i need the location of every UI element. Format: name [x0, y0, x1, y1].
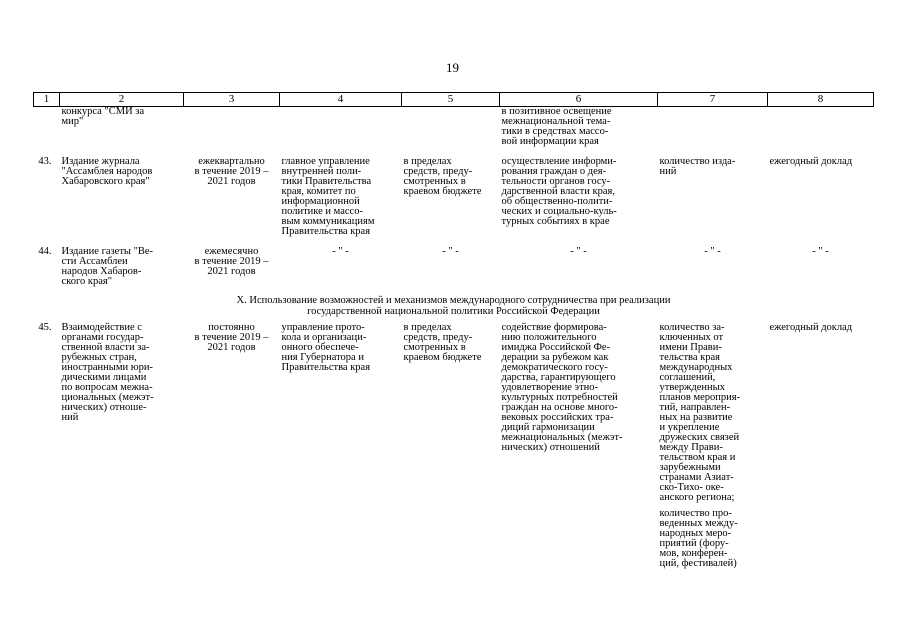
indicator-cell: - " -	[704, 246, 721, 257]
period-cell	[184, 107, 280, 148]
row-number: 45.	[38, 322, 52, 333]
funding-cell: в пределах средств, преду- смотренных в краевом бюджете	[403, 156, 482, 197]
indicator-text: количество за- ключенных от имени Прави- тельства края международных соглашений, утвержденных планов мероприя- тий, направлен- ных на развитие и укрепление дружеских связей между Прави- тельством края и зарубежными странами Азиат- ско-Тихо- оке- анского региона;	[659, 322, 741, 503]
funding-cell: в пределах средств, преду- смотренных в краевом бюджете	[403, 322, 482, 363]
funding-cell: - " -	[442, 246, 459, 257]
goal-cell: - " -	[570, 246, 587, 257]
column-header: 2	[60, 93, 184, 107]
report-cell: ежегодный доклад	[769, 156, 853, 167]
section-heading-row	[34, 287, 874, 323]
executor-cell: главное управление внутренней поли- тики Правительства края, комитет по информационной политике и массо- вым коммуникациям Правительства края	[281, 156, 375, 237]
column-header: 3	[184, 93, 280, 107]
report-cell: ежегодный доклад	[769, 322, 853, 333]
table-row	[34, 237, 874, 287]
row-number: 43.	[38, 156, 52, 167]
executor-cell: - " -	[332, 246, 349, 257]
row-number	[34, 107, 60, 148]
column-header: 8	[768, 93, 874, 107]
column-header: 4	[280, 93, 402, 107]
table-row	[34, 147, 874, 237]
executor-cell: управление прото- кола и организаци- онного обеспече- ния Губернатора и Правительства края	[281, 322, 371, 373]
column-header: 7	[658, 93, 768, 107]
event-cell: Взаимодействие с органами государ- ственной власти за- рубежных стран, иностранными юри- дическими лицами по вопросам межна- циональных (межэт- нических) отноше- ний	[61, 322, 154, 423]
indicator-cell	[658, 107, 768, 148]
plan-table	[33, 92, 874, 569]
table-row	[34, 323, 874, 569]
section-heading: X. Использование возможностей и механизмов международного сотрудничества при реализации государственной национальной политики Российской Федерации	[236, 295, 671, 317]
goal-cell: осуществление информи- рования граждан о дея- тельности органов госу- дарственной власти края, об общественно-полити- ческих и социально-куль- турных событиях в крае	[501, 156, 617, 227]
event-cell: Издание журнала "Ассамблея народов Хабаровского края"	[61, 156, 153, 187]
report-cell	[768, 107, 874, 148]
period-cell: постоянно в течение 2019 – 2021 годов	[194, 322, 269, 353]
event-cell: конкурса "СМИ за мир"	[61, 106, 145, 127]
column-header: 6	[500, 93, 658, 107]
funding-cell	[402, 107, 500, 148]
goal-cell: содействие формирова- нию положительного имиджа Российской Фе- дерации за рубежом как демократического госу- дарства, гарантирующего удовлетворение этно- культурных потребностей граждан на основе много- вековых российских тра- диций гармонизации межнациональных (межэт- нических) отношений	[501, 322, 623, 453]
goal-cell: в позитивное освещение межнациональной тема- тики в средствах массо- вой информации края	[501, 106, 612, 147]
column-header: 5	[402, 93, 500, 107]
executor-cell	[280, 107, 402, 148]
indicator-text-secondary: количество про- веденных между- народных меро- приятий (фору- мов, конферен- ций, фестивалей)	[659, 508, 738, 569]
period-cell: ежемесячно в течение 2019 – 2021 годов	[194, 246, 269, 277]
event-cell: Издание газеты "Ве- сти Ассамблеи народов Хабаров- ского края"	[61, 246, 154, 287]
period-cell: ежеквартально в течение 2019 – 2021 годов	[194, 156, 269, 187]
report-cell: - " -	[812, 246, 829, 257]
page-number: 19	[446, 60, 459, 75]
indicator-cell	[658, 323, 768, 569]
row-number: 44.	[38, 246, 52, 257]
indicator-cell: количество изда- ний	[659, 156, 736, 177]
column-header-row	[34, 93, 874, 107]
column-header: 1	[34, 93, 60, 107]
table-row	[34, 107, 874, 148]
